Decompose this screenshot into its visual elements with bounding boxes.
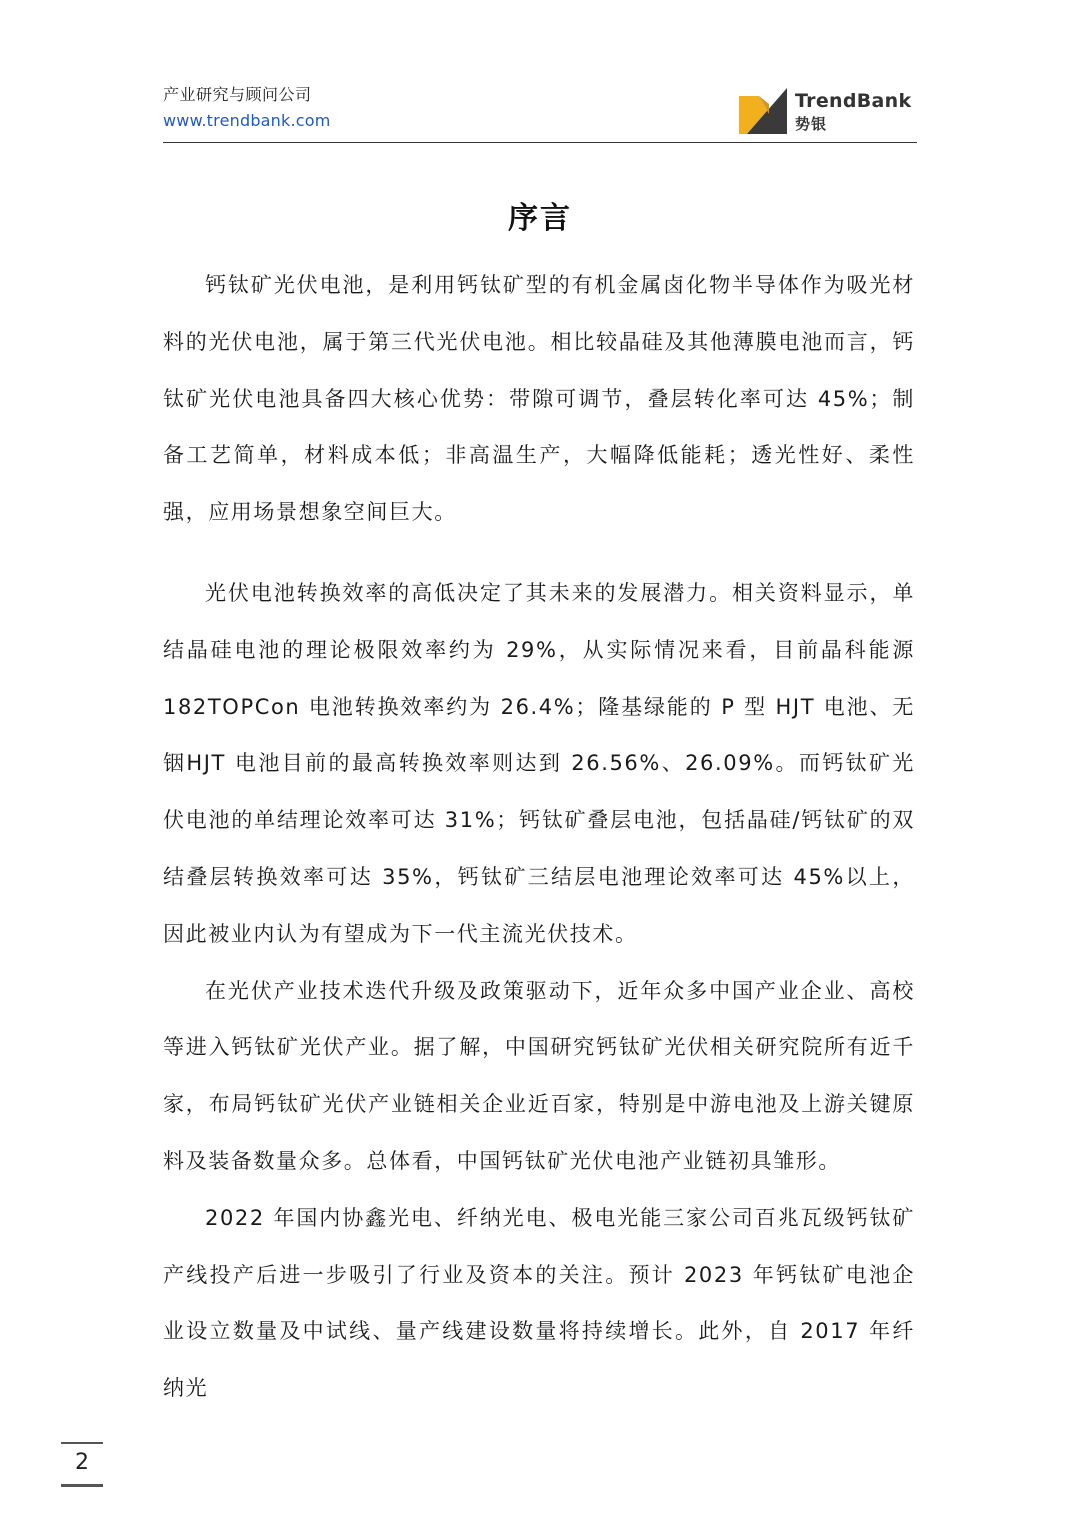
trendbank-logo xyxy=(739,88,911,134)
trendbank-logo-mark-icon xyxy=(739,88,787,134)
paragraph-efficiency: 光伏电池转换效率的高低决定了其未来的发展潜力。相关资料显示，单结晶硅电池的理论极限效率约为 29%，从实际情况来看，目前晶科能源182TOPCon 电池转换效率约为 26.4%；隆基绿能的 P 型 HJT 电池、无铟HJT 电池目前的最高转换效率则达到 26.56%、26.09%。而钙钛矿光伏电池的单结理论效率可达 31%；钙钛矿叠层电池，包括晶硅/钙钛矿的双结叠层转换效率可达 35%，钙钛矿三结层电池理论效率可达 45%以上，因此被业内认为有望成为下一代主流光伏技术。 xyxy=(163,580,915,946)
page-header xyxy=(163,78,917,143)
document-body xyxy=(163,257,915,1417)
document-title: 序言 xyxy=(508,201,572,236)
header-website-link[interactable]: www.trendbank.com xyxy=(163,111,331,130)
paragraph-industry: 在光伏产业技术迭代升级及政策驱动下，近年众多中国产业企业、高校等进入钙钛矿光伏产业。据了解，中国研究钙钛矿光伏相关研究院所有近千家，布局钙钛矿光伏产业链相关企业近百家，特别是中游电池及上游关键原料及装备数量众多。总体看，中国钙钛矿光伏电池产业链初具雏形。 xyxy=(163,978,915,1173)
logo-text-cn: 势银 xyxy=(795,115,828,133)
paragraph-intro: 钙钛矿光伏电池，是利用钙钛矿型的有机金属卤化物半导体作为吸光材料的光伏电池，属于第三代光伏电池。相比较晶硅及其他薄膜电池而言，钙钛矿光伏电池具备四大核心优势：带隙可调节，叠层转化率可达 45%；制备工艺简单，材料成本低；非高温生产，大幅降低能耗；透光性好、柔性强，应用场景想象空间巨大。 xyxy=(163,273,915,525)
page-number: 2 xyxy=(61,1442,103,1487)
header-company-name: 产业研究与顾问公司 xyxy=(163,85,312,104)
paragraph-outlook: 2022 年国内协鑫光电、纤纳光电、极电光能三家公司百兆瓦级钙钛矿产线投产后进一步吸引了行业及资本的关注。预计 2023 年钙钛矿电池企业设立数量及中试线、量产线建设数量将持续增长。此外，自 2017 年纤纳光 xyxy=(163,1205,915,1401)
logo-text-en: TrendBank xyxy=(795,90,912,112)
